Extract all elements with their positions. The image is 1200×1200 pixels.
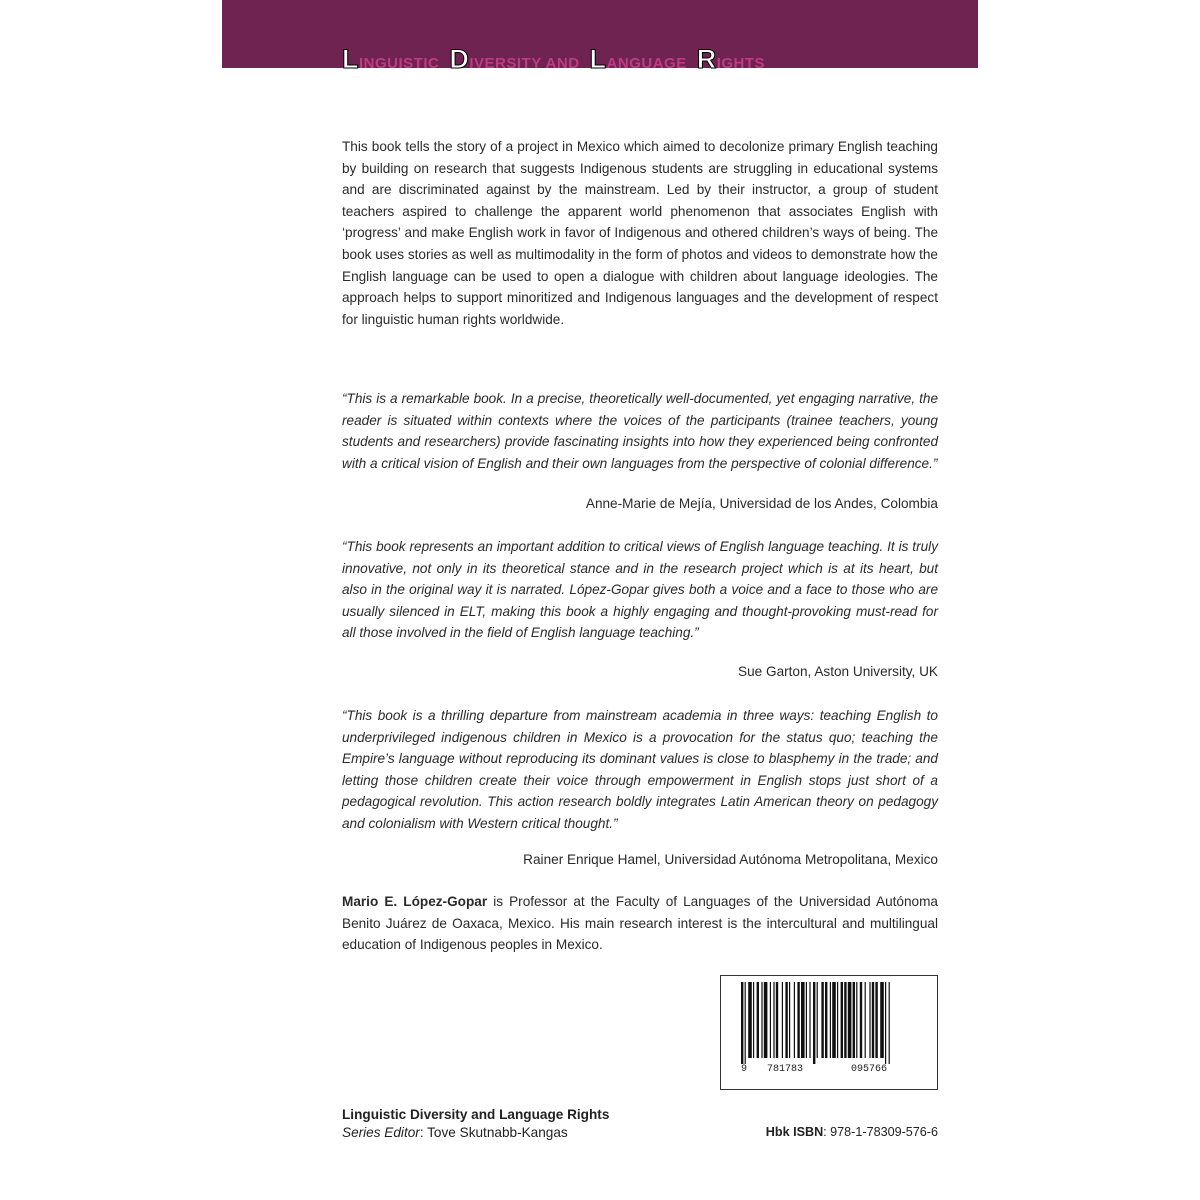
banner-word-language: ANGUAGE xyxy=(606,55,687,72)
barcode-bars xyxy=(727,982,931,1064)
barcode-bar xyxy=(817,982,818,1058)
barcode-bar xyxy=(860,982,862,1058)
barcode-bar xyxy=(806,982,807,1058)
barcode-bar xyxy=(776,982,778,1058)
banner-initial-l1: L xyxy=(342,44,359,74)
barcode-bar xyxy=(785,982,787,1058)
barcode-bar xyxy=(869,982,870,1058)
banner-series-title xyxy=(342,44,775,74)
barcode-bar xyxy=(782,982,783,1058)
banner-word-diversity-and: IVERSITY AND xyxy=(469,55,580,72)
barcode-bar xyxy=(773,982,774,1058)
barcode-bar xyxy=(797,982,799,1058)
banner-initial-r: R xyxy=(696,44,717,74)
barcode-bar xyxy=(880,982,884,1058)
endorsement-attribution-1: Anne-Marie de Mejía, Universidad de los Andes, Colombia xyxy=(585,496,938,511)
barcode-bar xyxy=(885,982,886,1064)
barcode-digit-prefix: 9 xyxy=(741,1064,748,1075)
barcode-bar xyxy=(770,982,771,1058)
barcode-bar xyxy=(889,982,890,1064)
endorsement-quote-2: “This book represents an important addition to critical views of English language teaching. It is truly innovative, not only in its theoretical stance and in the research project which is at its heart, but also in the original way it is narrated. López-Gopar gives both a voice and a face to those who are usually silenced in ELT, making this book a highly engaging and thought-provoking must-read for all those involved in the field of English language teaching.” xyxy=(342,539,938,641)
endorsement-attribution-2: Sue Garton, Aston University, UK xyxy=(738,664,938,679)
author-bio-text: is Professor at the Faculty of Languages of the Universidad Autónoma Benito Juárez de Oaxaca, Mexico. His main research interest is the intercultural and multilingual education of Indigenous peoples in Mexico. xyxy=(342,894,938,953)
barcode-bar xyxy=(856,982,857,1058)
barcode-bar xyxy=(745,982,746,1064)
author-bio xyxy=(342,891,938,956)
barcode-bar xyxy=(813,982,815,1064)
barcode-bar xyxy=(764,982,768,1058)
book-blurb: This book tells the story of a project in Mexico which aimed to decolonize primary English teaching by building on research that suggests Indigenous students are struggling in educational systems and are discriminated against by the mainstream. Led by their instructor, a group of student teachers aspired to challenge the apparent world phenomenon that associates English with ‘progress’ and make English work in favor of Indigenous and othered children’s ways of being. The book uses stories as well as multimodality in the form of photos and videos to demonstrate how the English language can be used to open a dialogue with children about language ideologies. The approach helps to support minoritized and Indigenous languages and the development of respect for linguistic human rights worldwide. xyxy=(342,139,938,327)
barcode-bar xyxy=(825,982,827,1058)
isbn-value: : 978-1-78309-576-6 xyxy=(823,1125,938,1139)
banner-word-linguistic: INGUISTIC xyxy=(359,55,440,72)
isbn-barcode xyxy=(720,975,938,1090)
banner-initial-d: D xyxy=(449,44,470,74)
barcode-digit-group-2: 095766 xyxy=(851,1064,888,1075)
barcode-bar xyxy=(830,982,831,1058)
barcode-bar xyxy=(875,982,877,1058)
barcode-bar xyxy=(844,982,846,1058)
isbn-label: Hbk ISBN xyxy=(765,1125,824,1139)
barcode-bar xyxy=(753,982,754,1058)
endorsement-quote-3: “This book is a thrilling departure from mainstream academia in three ways: teaching English to underprivileged indigenous children in Mexico is a provocation for the status quo; teaching the Empire’s language without reproducing its dominant values is close to blasphemy in the trade; and letting those children create their voice through empowerment in English stops just short of a pedagogical revolution. This action research boldly integrates Latin American theory on pedagogy and colonialism with Western critical thought.” xyxy=(342,708,938,831)
barcode-bar xyxy=(865,982,866,1058)
barcode-bar xyxy=(821,982,823,1058)
author-name: Mario E. López-Gopar xyxy=(342,894,488,909)
banner-word-rights: IGHTS xyxy=(716,55,766,72)
barcode-bar xyxy=(757,982,759,1058)
series-editor-name: : Tove Skutnabb-Kangas xyxy=(419,1125,568,1140)
barcode-bar xyxy=(872,982,874,1058)
barcode-bar xyxy=(848,982,852,1058)
endorsement-quote-1: “This is a remarkable book. In a precise, theoretically well-documented, yet engaging narrative, the reader is situated within contexts where the voices of the participants (trainee teachers, young students and researchers) provide fascinating insights into how they experienced being confronted with a critical vision of English and their own languages from the perspective of colonial difference.” xyxy=(342,391,938,471)
barcode-bar xyxy=(789,982,790,1058)
endorsement-attribution-3: Rainer Enrique Hamel, Universidad Autónoma Metropolitana, Mexico xyxy=(523,852,938,867)
barcode-bar xyxy=(761,982,762,1058)
series-editor-label: Series Editor xyxy=(342,1125,420,1140)
barcode-bar xyxy=(809,982,810,1058)
series-editor xyxy=(342,1125,568,1140)
barcode-bar xyxy=(853,982,855,1058)
barcode-digit-group-1: 781783 xyxy=(767,1064,804,1075)
series-title: Linguistic Diversity and Language Rights xyxy=(342,1107,610,1122)
barcode-bar xyxy=(837,982,838,1058)
barcode-bar xyxy=(841,982,843,1058)
barcode-bar xyxy=(748,982,752,1058)
barcode-bar xyxy=(801,982,805,1058)
barcode-bar xyxy=(741,982,743,1064)
barcode-bar xyxy=(794,982,795,1058)
isbn-line xyxy=(766,1125,938,1139)
banner-initial-l2: L xyxy=(589,44,607,74)
barcode-bar xyxy=(832,982,836,1058)
